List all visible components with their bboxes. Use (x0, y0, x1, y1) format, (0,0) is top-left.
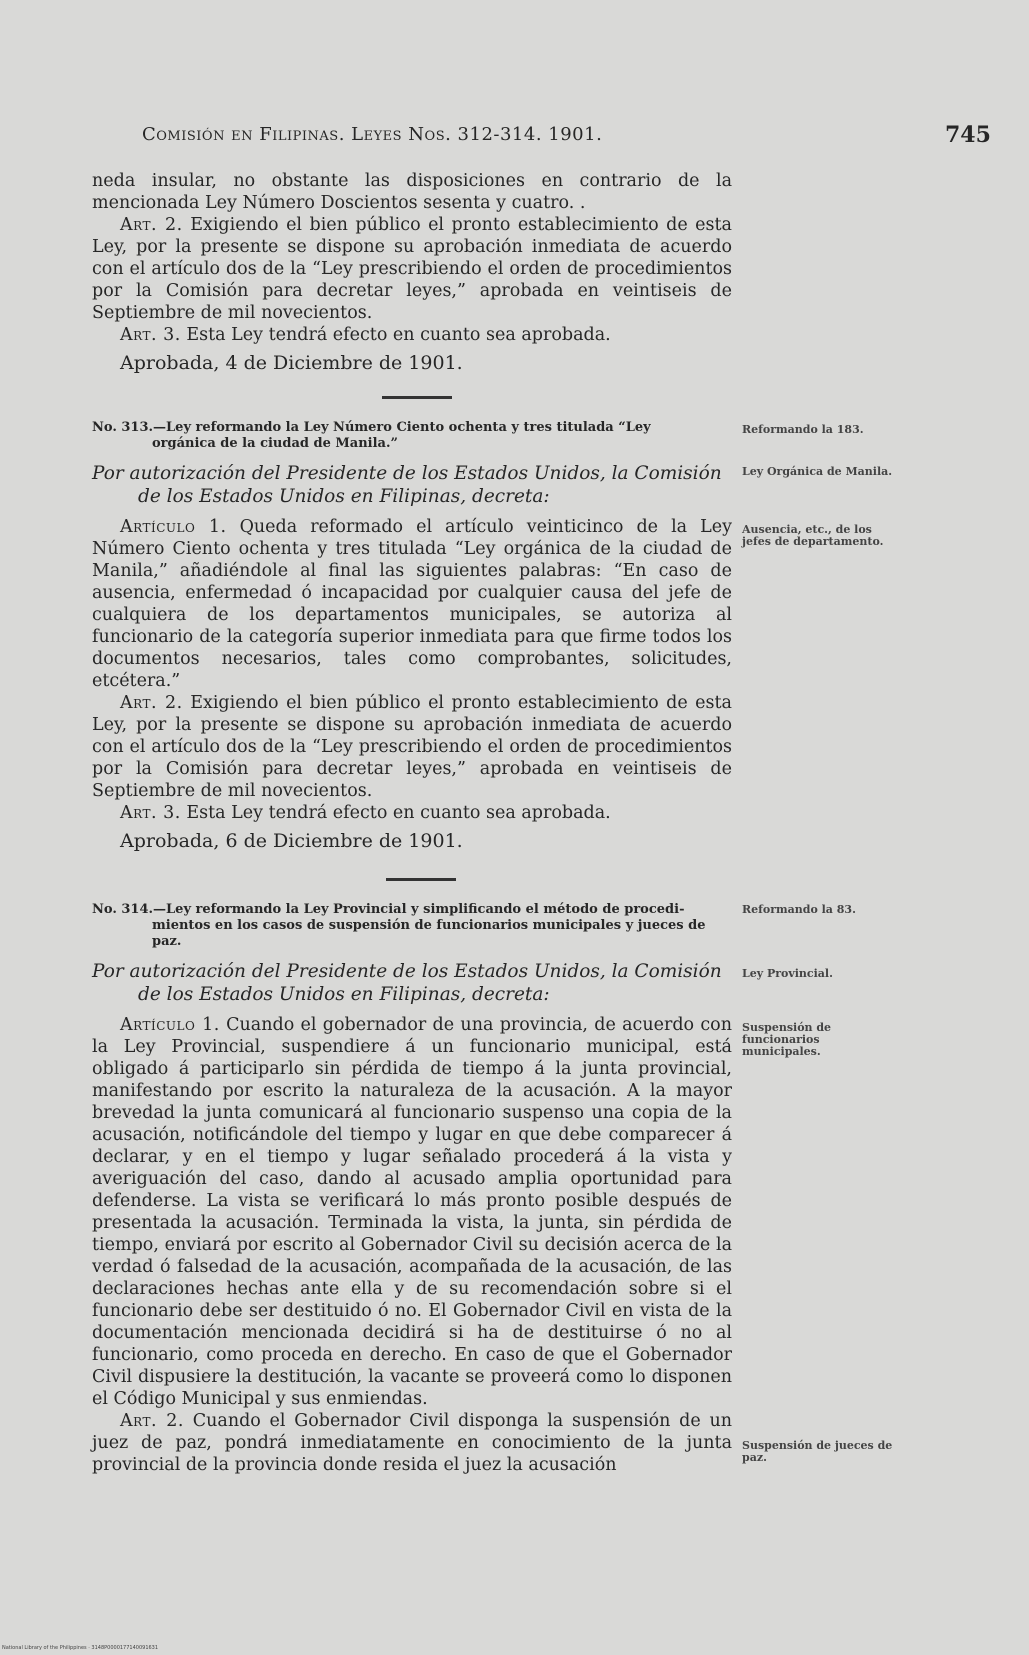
preamble-line: Por autorización del Presidente de los Estados Unidos, la Comisión (92, 961, 722, 982)
article-label: Art. 3. (120, 325, 181, 345)
margin-note: Reformando la 83. (742, 903, 856, 916)
article-text: Exigiendo el bien público el pronto establecimiento de esta Ley, por la presente se dispone su aprobación inmediata de acuerdo con el artículo dos de la “Ley prescribiendo el orden de procedimientos por la Comisión para decretar leyes,” aprobada en veintiseis de Septiembre de mil novecientos. (92, 693, 732, 801)
article-text: Esta Ley tendrá efecto en cuanto sea aprobada. (186, 325, 611, 345)
law-312-continuation (92, 170, 732, 374)
preamble-line: de los Estados Unidos en Filipinas, decreta: (138, 984, 550, 1005)
article-2 (92, 1410, 732, 1476)
article-text: Esta Ley tendrá efecto en cuanto sea aprobada. (186, 803, 611, 823)
heading-line: mientos en los casos de suspensión de funcionarios municipales y jueces de (152, 918, 706, 933)
margin-note: Suspensión de funcionarios municipales. (742, 1021, 832, 1058)
margin-note: Reformando la 183. (742, 423, 864, 436)
article-3 (92, 324, 732, 346)
article-label: Art. 3. (120, 803, 181, 823)
law-heading (92, 420, 732, 452)
section-divider (386, 878, 456, 881)
paragraph: neda insular, no obstante las disposiciones en contrario de la mencionada Ley Número Doscientos sesenta y cuatro. . (92, 171, 732, 213)
heading-line: No. 313.—Ley reformando la Ley Número Ciento ochenta y tres titulada “Ley (92, 420, 651, 435)
margin-note: Suspensión de jueces de paz. (742, 1439, 893, 1464)
article-label: Artículo 1. (120, 517, 227, 537)
margin-note: Ley Provincial. (742, 967, 833, 980)
section-divider (382, 396, 452, 399)
enacting-clause (92, 462, 732, 508)
law-313 (92, 420, 732, 852)
law-heading (92, 902, 732, 950)
heading-line: paz. (152, 934, 182, 949)
article-text: Queda reformado el artículo veinticinco de la Ley Número Ciento ochenta y tres titulada “Ley orgánica de la ciudad de Manila,” añadiéndole al final las siguientes palabras: “En caso de ausencia, enfermedad ó incapacidad por cualquier causa del jefe de cualquiera de los departamentos municipales, se autoriza al funcionario de la categoría superior inmediata para que firme todos los documentos necesarios, tales como comprobantes, solicitudes, etcétera.” (92, 517, 732, 691)
heading-line: No. 314.—Ley reformando la Ley Provincial y simplificando el método de procedi- (92, 902, 685, 917)
running-title: Comisión en Filipinas. Leyes Nos. 312-314. 1901. (142, 124, 603, 145)
article-label: Artículo 1. (120, 1015, 220, 1035)
article-label: Art. 2. (120, 1411, 184, 1431)
article-label: Art. 2. (120, 693, 183, 713)
article-label: Art. 2. (120, 215, 183, 235)
enacting-clause (92, 960, 732, 1006)
article-text: Cuando el gobernador de una provincia, de acuerdo con la Ley Provincial, suspendiere á un funcionario municipal, está obligado á participarlo sin pérdida de tiempo á la junta provincial, manifestando por escrito la naturaleza de la acusación. A la mayor brevedad la junta comunicará al funcionario suspenso una copia de la acusación, notificándole del tiempo y lugar en que debe comparecer á declarar, y en el tiempo y lugar señalado procederá á la vista y averiguación del caso, dando al acusado amplia oportunidad para defenderse. La vista se verificará lo más pronto posible después de presentada la acusación. Terminada la vista, la junta, sin pérdida de tiempo, enviará por escrito al Gobernador Civil su decisión acerca de la verdad ó falsedad de la acusación, acompañada de la acusación, de las declaraciones hechas ante ella y de su recomendación sobre si el funcionario debe ser destituido ó no. El Gobernador Civil en vista de la documentación mencionada decidirá si ha de destituirse ó no al funcionario, como proceda en derecho. En caso de que el Gobernador Civil dispusiere la destitución, la vacante se proveerá como lo disponen el Código Municipal y sus enmiendas. (92, 1015, 732, 1409)
approval-date: Aprobada, 4 de Diciembre de 1901. (120, 352, 463, 374)
preamble-line: Por autorización del Presidente de los Estados Unidos, la Comisión (92, 463, 722, 484)
law-314 (92, 902, 732, 1476)
article-2 (92, 214, 732, 324)
heading-line: orgánica de la ciudad de Manila.” (152, 436, 398, 451)
article-1 (92, 1014, 732, 1410)
margin-note: Ley Orgánica de Manila. (742, 465, 893, 478)
preamble-line: de los Estados Unidos en Filipinas, decreta: (138, 486, 550, 507)
article-2 (92, 692, 732, 802)
article-text: Cuando el Gobernador Civil disponga la suspensión de un juez de paz, pondrá inmediatamente en conocimiento de la junta provincial de la provincia donde resida el juez la acusación (92, 1411, 732, 1475)
article-text: Exigiendo el bien público el pronto establecimiento de esta Ley, por la presente se dispone su aprobación inmediata de acuerdo con el artículo dos de la “Ley prescribiendo el orden de procedimientos por la Comisión para decretar leyes,” aprobada en veintiseis de Septiembre de mil novecientos. (92, 215, 732, 323)
margin-note: Ausencia, etc., de los jefes de departamento. (742, 523, 884, 548)
article-1 (92, 516, 732, 692)
scan-footer: National Library of the Philippines · 3148P0000177140091631 (2, 1645, 159, 1651)
approval-date: Aprobada, 6 de Diciembre de 1901. (120, 830, 463, 852)
article-3 (92, 802, 732, 824)
page-number: 745 (945, 122, 991, 148)
